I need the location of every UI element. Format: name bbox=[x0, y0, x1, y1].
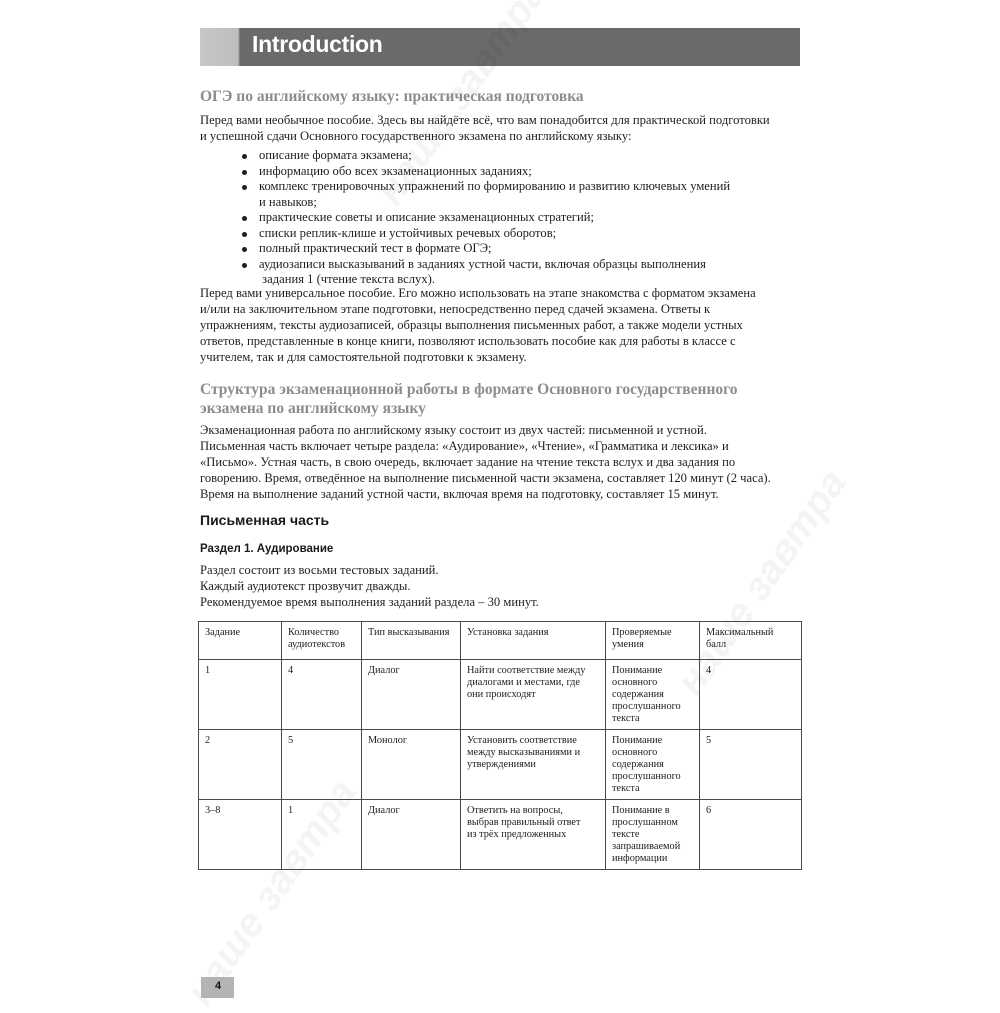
bullet-icon bbox=[242, 185, 247, 190]
bullet-icon bbox=[242, 154, 247, 159]
chapter-title: Introduction bbox=[252, 31, 383, 57]
column-header: Максимальный балл bbox=[700, 622, 802, 660]
table-cell: Найти соответствие между диалогами и местами, где они происходят bbox=[461, 660, 606, 730]
chapter-header bbox=[200, 28, 800, 66]
listening-tasks-table bbox=[198, 621, 802, 870]
table-cell: Понимание основного содержания прослушанного текста bbox=[606, 730, 700, 800]
table-header-row bbox=[199, 622, 802, 660]
table-cell: Ответить на вопросы, выбрав правильный ответ из трёх предложенных bbox=[461, 800, 606, 870]
written-part-heading: Письменная часть bbox=[200, 512, 330, 528]
table-row bbox=[199, 660, 802, 730]
list-item: списки реплик-клише и устойчивых речевых оборотов; bbox=[242, 226, 782, 242]
column-header: Количество аудиотекстов bbox=[282, 622, 362, 660]
list-item: практические советы и описание экзаменационных стратегий; bbox=[242, 210, 782, 226]
table-cell: Диалог bbox=[362, 800, 461, 870]
bullet-icon bbox=[242, 247, 247, 252]
table-cell: 4 bbox=[700, 660, 802, 730]
section-title-structure: Структура экзаменационной работы в формате Основного государственного экзамена по английскому языку bbox=[200, 381, 738, 417]
section-title-preparation: ОГЭ по английскому языку: практическая подготовка bbox=[200, 88, 584, 105]
table-cell: Монолог bbox=[362, 730, 461, 800]
table-cell: 4 bbox=[282, 660, 362, 730]
table-cell: Понимание основного содержания прослушанного текста bbox=[606, 660, 700, 730]
table-cell: 3–8 bbox=[199, 800, 282, 870]
universal-paragraph: Перед вами универсальное пособие. Его можно использовать на этапе знакомства с форматом экзамена и/или на заключительном этапе подготовки, непосредственно перед сдачей экзамена. Ответы к упражнениям, тексты аудиозаписей, образцы выполнения письменных работ, а также модели устных ответов, представленные в конце книги, позволяют использовать пособие как для работы в классе с учителем, так и для самостоятельной подготовки к экзамену. bbox=[200, 286, 756, 364]
list-item: аудиозаписи высказываний в заданиях устной части, включая образцы выполнения задания 1 (чтение текста вслух). bbox=[242, 257, 782, 288]
table-cell: 5 bbox=[700, 730, 802, 800]
column-header: Тип высказывания bbox=[362, 622, 461, 660]
list-item: информацию обо всех экзаменационных заданиях; bbox=[242, 164, 782, 180]
table-row bbox=[199, 800, 802, 870]
table-cell: Диалог bbox=[362, 660, 461, 730]
table-cell: 2 bbox=[199, 730, 282, 800]
page-number: 4 bbox=[215, 980, 222, 992]
features-list bbox=[242, 148, 782, 288]
list-item: полный практический тест в формате ОГЭ; bbox=[242, 241, 782, 257]
bullet-icon bbox=[242, 170, 247, 175]
table-row bbox=[199, 730, 802, 800]
listening-description: Раздел состоит из восьми тестовых заданий. Каждый аудиотекст прозвучит дважды. Рекомендуемое время выполнения заданий раздела – 30 минут. bbox=[200, 563, 539, 609]
table-cell: Установить соответствие между высказываниями и утверждениями bbox=[461, 730, 606, 800]
structure-paragraph: Экзаменационная работа по английскому языку состоит из двух частей: письменной и устной. Письменная часть включает четыре раздела: «Аудирование», «Чтение», «Грамматика и лексика» и «Письмо». Устная часть, в свою очередь, включает задание на чтение текста вслух и два задания по говорению. Время, отведённое на выполнение письменной части экзамена, составляет 120 минут (2 часа). Время на выполнение заданий устной части, включая время на подготовку, составляет 15 минут. bbox=[200, 423, 771, 501]
column-header: Установка задания bbox=[461, 622, 606, 660]
page-number-box bbox=[201, 977, 234, 998]
bullet-icon bbox=[242, 232, 247, 237]
table-cell: 6 bbox=[700, 800, 802, 870]
column-header: Проверяемые умения bbox=[606, 622, 700, 660]
list-item: описание формата экзамена; bbox=[242, 148, 782, 164]
bullet-icon bbox=[242, 263, 247, 268]
table-cell: 1 bbox=[282, 800, 362, 870]
listening-section-heading: Раздел 1. Аудирование bbox=[200, 543, 334, 555]
list-item: комплекс тренировочных упражнений по формированию и развитию ключевых умений и навыков; bbox=[242, 179, 782, 210]
table-cell: 5 bbox=[282, 730, 362, 800]
table-cell: 1 bbox=[199, 660, 282, 730]
table-cell: Понимание в прослушанном тексте запрашиваемой информации bbox=[606, 800, 700, 870]
intro-paragraph: Перед вами необычное пособие. Здесь вы найдёте всё, что вам понадобится для практической подготовки и успешной сдачи Основного государственного экзамена по английскому языку: bbox=[200, 113, 770, 143]
column-header: Задание bbox=[199, 622, 282, 660]
bullet-icon bbox=[242, 216, 247, 221]
